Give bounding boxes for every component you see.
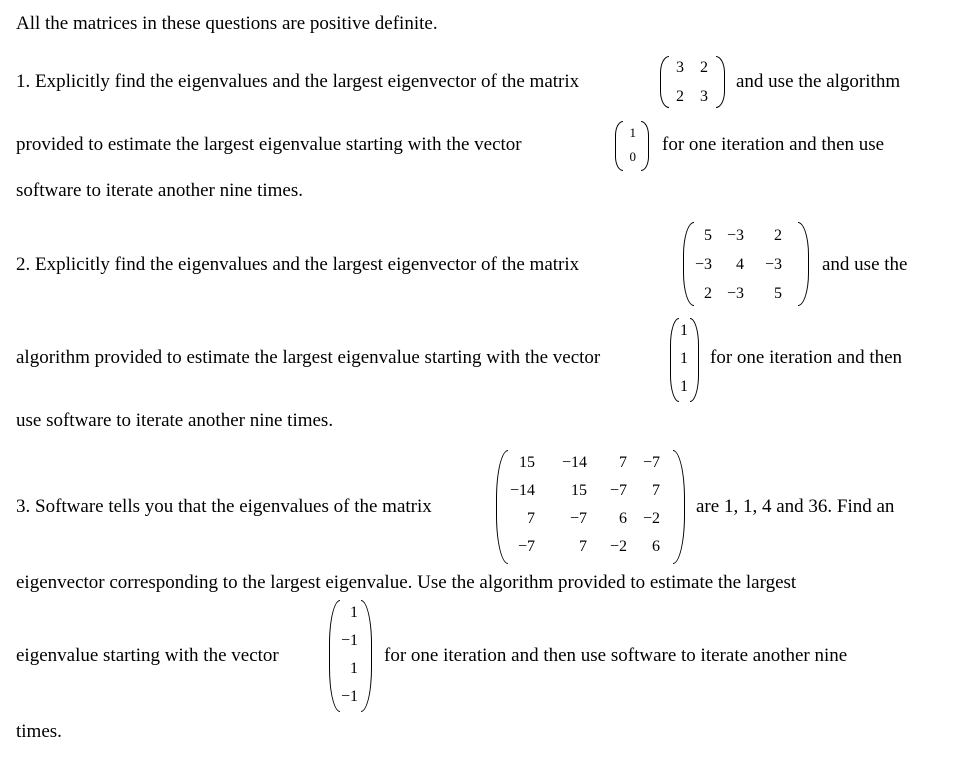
q1-text-line3: software to iterate another nine times. bbox=[16, 180, 304, 201]
q1-vector-right-paren bbox=[641, 121, 649, 171]
q3-matrix-cell: −14 bbox=[561, 454, 587, 471]
q3-matrix-cell: 15 bbox=[519, 454, 535, 471]
q3-matrix-cell: −7 bbox=[517, 538, 535, 555]
q3-matrix-cell: −2 bbox=[642, 510, 660, 527]
q3-matrix-cell: 6 bbox=[619, 510, 627, 527]
q3-matrix-cell: −7 bbox=[569, 510, 587, 527]
q3-vector-right-paren bbox=[361, 600, 372, 712]
q1-text-line1-after: and use the algorithm bbox=[736, 71, 901, 92]
q3-text-line3-before: eigenvalue starting with the vector bbox=[16, 645, 279, 666]
q3-text-line1-before: 3. Software tells you that the eigenvalues of the matrix bbox=[16, 496, 432, 517]
q3-matrix-cell: 7 bbox=[579, 538, 587, 555]
q2-matrix-cell: −3 bbox=[694, 256, 712, 273]
q2-matrix bbox=[688, 228, 782, 302]
q3-matrix-cell: −7 bbox=[609, 482, 627, 499]
q2-matrix-cell: 5 bbox=[704, 227, 712, 244]
q3-text-line3-after: for one iteration and then use software to iterate another nine bbox=[384, 645, 848, 666]
q1-text-line1-before: 1. Explicitly find the eigenvalues and the largest eigenvector of the matrix bbox=[16, 71, 580, 92]
q1-vector-cell: 0 bbox=[629, 149, 636, 164]
q3-matrix bbox=[505, 455, 660, 555]
q3-text-line2: eigenvector corresponding to the largest eigenvalue. Use the algorithm provided to estimate the largest bbox=[16, 572, 797, 593]
q2-vector-cell: 1 bbox=[680, 350, 688, 367]
q1-matrix-cell: 3 bbox=[676, 59, 684, 76]
q3-matrix-cell: 7 bbox=[619, 454, 627, 471]
q2-matrix-cell: 5 bbox=[774, 285, 782, 302]
q1-matrix-cell: 3 bbox=[700, 88, 708, 105]
intro-text: All the matrices in these questions are positive definite. bbox=[16, 13, 438, 34]
q3-matrix-right-paren bbox=[673, 450, 685, 564]
q2-text-line2-after: for one iteration and then bbox=[710, 347, 903, 368]
q2-vector-cell: 1 bbox=[680, 322, 688, 339]
q1-matrix bbox=[670, 60, 708, 105]
q1-text-line2-after: for one iteration and then use bbox=[662, 134, 885, 155]
q2-vector-cell: 1 bbox=[680, 378, 688, 395]
q1-vector-cell: 1 bbox=[629, 125, 636, 140]
q1-matrix-cell: 2 bbox=[700, 59, 708, 76]
q3-vector-cell: 1 bbox=[350, 660, 358, 677]
q2-matrix-cell: −3 bbox=[726, 227, 744, 244]
q2-vector bbox=[674, 323, 688, 395]
q2-matrix-cell: 4 bbox=[736, 256, 744, 273]
q2-matrix-cell: −3 bbox=[726, 285, 744, 302]
q2-text-line1-after: and use the bbox=[822, 254, 908, 275]
q3-vector bbox=[334, 605, 358, 705]
q3-matrix-cell: 6 bbox=[652, 538, 660, 555]
q3-vector-cell: −1 bbox=[340, 632, 358, 649]
q3-text-line1-after: are 1, 1, 4 and 36. Find an bbox=[696, 496, 895, 517]
q3-matrix-cell: −14 bbox=[509, 482, 535, 499]
q2-text-line1-before: 2. Explicitly find the eigenvalues and the largest eigenvector of the matrix bbox=[16, 254, 580, 275]
q3-matrix-cell: 7 bbox=[652, 482, 660, 499]
q2-matrix-cell: 2 bbox=[704, 285, 712, 302]
q2-vector-right-paren bbox=[690, 318, 699, 402]
q3-matrix-cell: 7 bbox=[527, 510, 535, 527]
q1-matrix-left-paren bbox=[660, 56, 669, 108]
q3-vector-cell: −1 bbox=[340, 688, 358, 705]
q1-matrix-right-paren bbox=[716, 56, 725, 108]
q1-text-line2-before: provided to estimate the largest eigenvalue starting with the vector bbox=[16, 134, 522, 155]
q3-vector-cell: 1 bbox=[350, 604, 358, 621]
q2-matrix-cell: −3 bbox=[764, 256, 782, 273]
q3-text-line4: times. bbox=[16, 721, 62, 742]
q2-text-line3: use software to iterate another nine times. bbox=[16, 410, 334, 431]
q3-matrix-cell: −7 bbox=[642, 454, 660, 471]
q2-matrix-cell: 2 bbox=[774, 227, 782, 244]
q2-matrix-right-paren bbox=[798, 222, 809, 306]
q3-matrix-cell: −2 bbox=[609, 538, 627, 555]
q2-text-line2-before: algorithm provided to estimate the largest eigenvalue starting with the vector bbox=[16, 347, 601, 368]
q1-vector bbox=[622, 126, 636, 163]
q1-matrix-cell: 2 bbox=[676, 88, 684, 105]
q3-matrix-cell: 15 bbox=[571, 482, 587, 499]
